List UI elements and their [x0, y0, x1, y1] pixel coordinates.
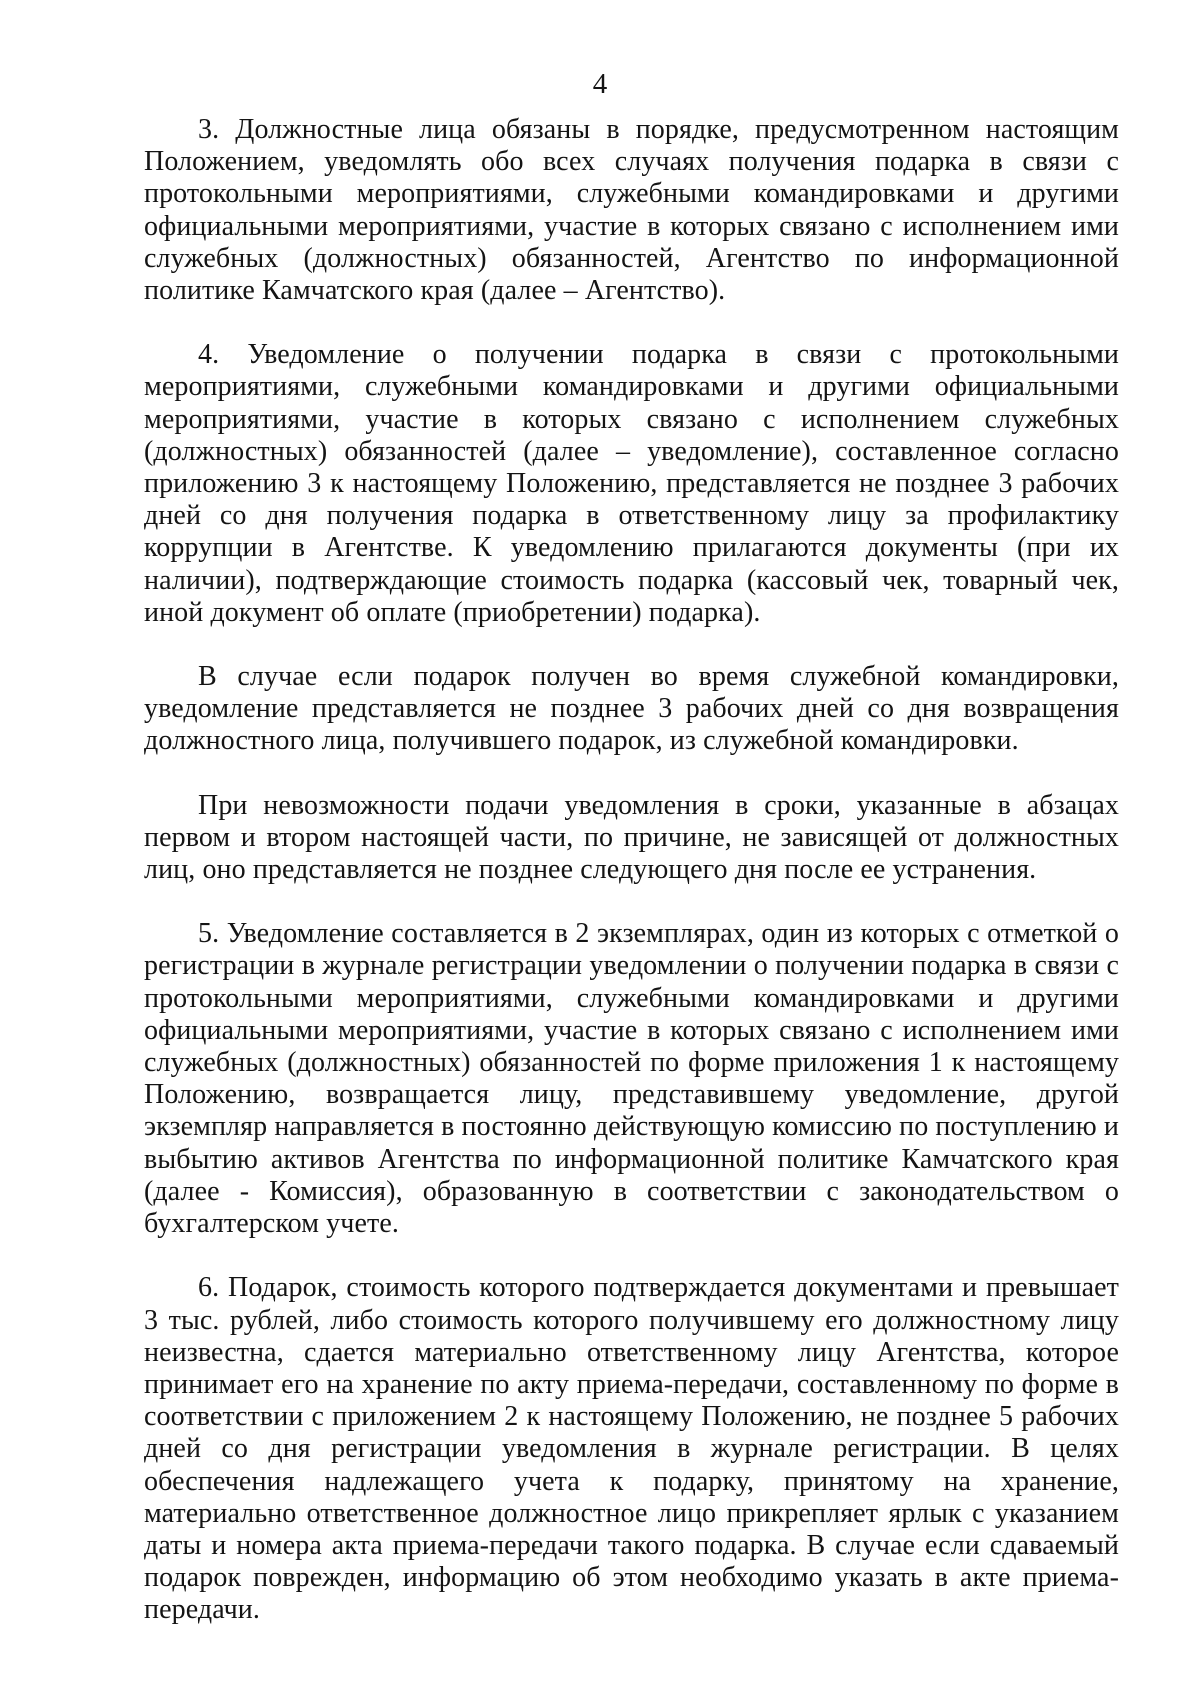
document-body — [144, 114, 1119, 1659]
paragraph-clause-4: 4. Уведомление о получении подарка в связи с протокольными мероприятиями, служебными командировками и другими официальными мероприятиями, участие в которых связано с исполнением служебных (должностных) обязанностей (далее – уведомление), составленное согласно приложению 3 к настоящему Положению, представляется не позднее 3 рабочих дней со дня получения подарка в ответственному лицу за профилактику коррупции в Агентстве. К уведомлению прилагаются документы (при их наличии), подтверждающие стоимость подарка (кассовый чек, товарный чек, иной документ об оплате (приобретении) подарка). — [144, 339, 1119, 628]
page-number: 4 — [592, 68, 608, 100]
paragraph-clause-3: 3. Должностные лица обязаны в порядке, предусмотренном настоящим Положением, уведомлять обо всех случаях получения подарка в связи с протокольными мероприятиями, служебными командировками и другими официальными мероприятиями, участие в которых связано с исполнением ими служебных (должностных) обязанностей, Агентство по информационной политике Камчатского края (далее – Агентство). — [144, 114, 1119, 307]
paragraph-business-trip: В случае если подарок получен во время служебной командировки, уведомление представляется не позднее 3 рабочих дней со дня возвращения должностного лица, получившего подарок, из служебной командировки. — [144, 661, 1119, 757]
paragraph-clause-6: 6. Подарок, стоимость которого подтверждается документами и превышает 3 тыс. рублей, либо стоимость которого получившему его должностному лицу неизвестна, сдается материально ответственному лицу Агентства, которое принимает его на хранение по акту приема-передачи, составленному по форме в соответствии с приложением 2 к настоящему Положению, не позднее 5 рабочих дней со дня регистрации уведомления в журнале регистрации. В целях обеспечения надлежащего учета к подарку, принятому на хранение, материально ответственное должностное лицо прикрепляет ярлык с указанием даты и номера акта приема-передачи такого подарка. В случае если сдаваемый подарок поврежден, информацию об этом необходимо указать в акте приема-передачи. — [144, 1272, 1119, 1626]
paragraph-impossibility: При невозможности подачи уведомления в сроки, указанные в абзацах первом и втором настоящей части, по причине, не зависящей от должностных лиц, оно представляется не позднее следующего дня после ее устранения. — [144, 789, 1119, 886]
paragraph-clause-5: 5. Уведомление составляется в 2 экземплярах, один из которых с отметкой о регистрации в журнале регистрации уведомлении о получении подарка в связи с протокольными мероприятиями, служебными командировками и другими официальными мероприятиями, участие в которых связано с исполнением ими служебных (должностных) обязанностей по форме приложения 1 к настоящему Положению, возвращается лицу, представившему уведомление, другой экземпляр направляется в постоянно действующую комиссию по поступлению и выбытию активов Агентства по информационной политике Камчатского края (далее - Комиссия), образованную в соответствии с законодательством о бухгалтерском учете. — [144, 918, 1119, 1240]
